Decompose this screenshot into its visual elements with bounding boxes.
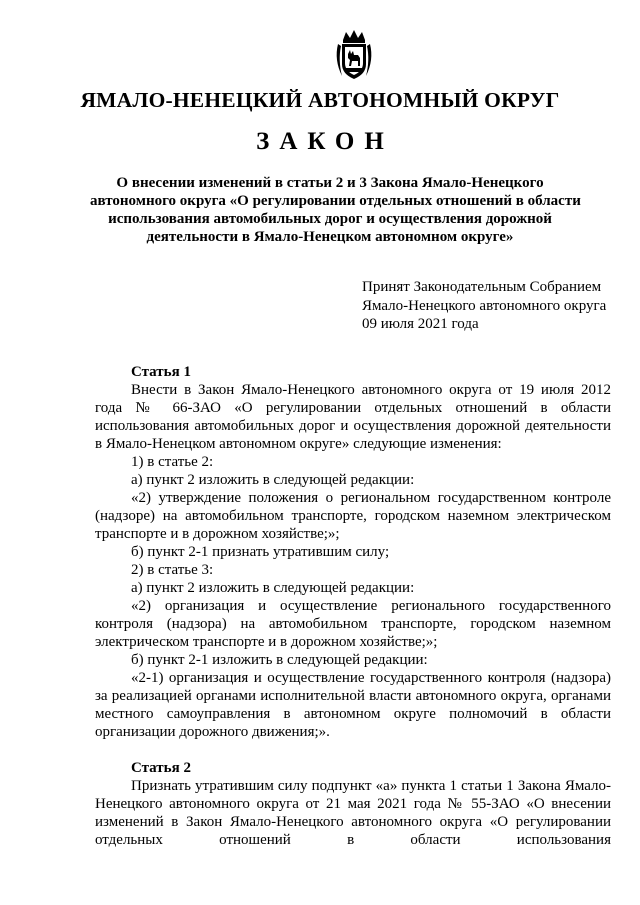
article-item: б) пункт 2-1 признать утратившим силу; <box>131 544 390 560</box>
adoption-line: Принят Законодательным Собранием <box>362 279 602 295</box>
article-1-intro: Внести в Закон Ямало-Ненецкого автономного округа от 19 июля 2012 года № 66-ЗАО «О регулировании отдельных отношений в области использования автомобильных дорог и осуществления дорожной деятельности в Ямало-Ненецком автономном округе» следующие изменения: <box>95 382 611 452</box>
article-item: а) пункт 2 изложить в следующей редакции: <box>131 580 415 596</box>
subject-line: автономного округа «О регулировании отдельных отношений в области <box>90 193 581 209</box>
article-item: «2-1) организация и осуществление государственного контроля (надзора) за реализацией органами исполнительной власти автономного округа, органами местного самоуправления в автономном округе полномочий в области организации дорожного движения;». <box>95 670 611 740</box>
region-title: ЯМАЛО-НЕНЕЦКИЙ АВТОНОМНЫЙ ОКРУГ <box>80 88 560 112</box>
article-item: а) пункт 2 изложить в следующей редакции: <box>131 472 415 488</box>
adoption-line: Ямало-Ненецкого автономного округа <box>362 297 607 314</box>
law-body <box>95 363 611 849</box>
coat-of-arms-icon <box>332 30 376 82</box>
law-title: ЗАКОН <box>256 128 394 155</box>
article-1-title: Статья 1 <box>131 364 191 380</box>
article-item: «2) организация и осуществление регионального государственного контроля (надзора) на автомобильном транспорте, городском наземном электрическом транспорте и в дорожном хозяйстве;»; <box>95 598 611 650</box>
article-2-title: Статья 2 <box>131 760 191 776</box>
article-2-text: Признать утратившим силу подпункт «а» пункта 1 статьи 1 Закона Ямало-Ненецкого автономного округа от 21 мая 2021 года № 55-ЗАО «О внесении изменений в Закон Ямало-Ненецкого автономного округа «О регулировании отдельных отношений в области использования <box>95 778 611 848</box>
adoption-note <box>362 278 606 334</box>
adoption-date: 09 июля 2021 года <box>362 316 479 332</box>
subject-line: использования автомобильных дорог и осуществления дорожной <box>108 211 552 227</box>
article-item: 1) в статье 2: <box>131 454 214 470</box>
article-item: 2) в статье 3: <box>131 562 214 578</box>
article-item: б) пункт 2-1 изложить в следующей редакции: <box>131 652 428 668</box>
subject-line: деятельности в Ямало-Ненецком автономном округе» <box>146 229 514 245</box>
article-item: «2) утверждение положения о региональном государственном контроле (надзоре) на автомобильном транспорте, городском наземном электрическом транспорте и в дорожном хозяйстве;»; <box>95 490 611 542</box>
law-subject <box>90 174 581 246</box>
subject-line: О внесении изменений в статьи 2 и 3 Закона Ямало-Ненецкого <box>116 175 544 191</box>
